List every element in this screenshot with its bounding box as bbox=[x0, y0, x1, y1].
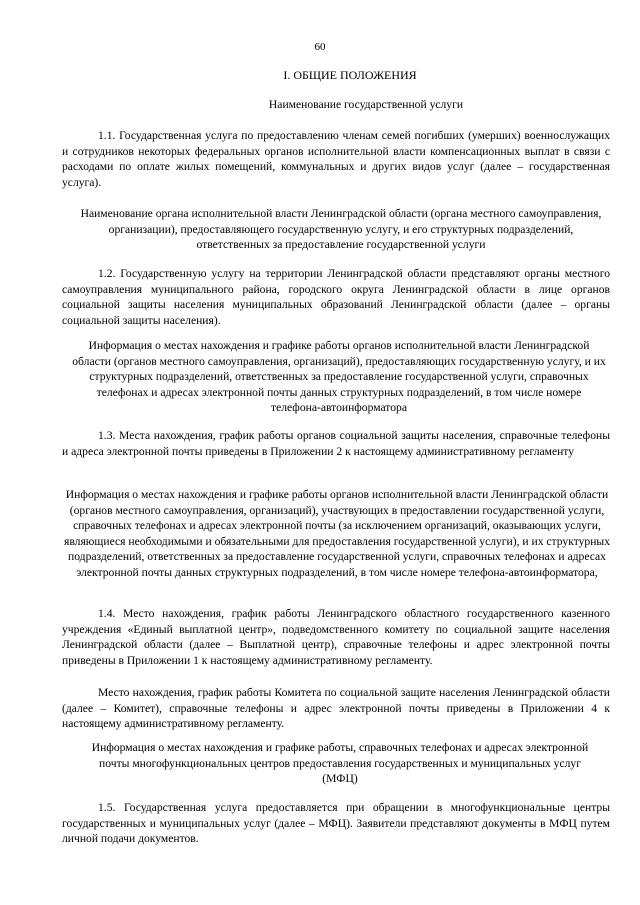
paragraph-1-2: 1.2. Государственную услугу на территории Ленинградской области представляют органы местного самоуправления муниципального района, городского округа Ленинградской области в лице органов социальной защиты населения муниципальных образований Ленинградской области (далее – органы социальной защиты населения). bbox=[62, 267, 610, 327]
page-number: 60 bbox=[314, 41, 326, 53]
paragraph-1-5: 1.5. Государственная услуга предоставляется при обращении в многофункциональные центры государственных и муниципальных услуг (далее – МФЦ). Заявители представляют документы в МФЦ путем личной подачи документов. bbox=[62, 801, 610, 846]
heading-organ-name: Наименование органа исполнительной власти Ленинградской области (органа местного самоуправления, организации), предоставляющего государственную услугу, и его структурных подразделений, ответственных за предоставление государственной услуги bbox=[80, 207, 602, 252]
heading-service-name: Наименование государственной услуги bbox=[268, 98, 464, 111]
paragraph-1-1: 1.1. Государственная услуга по предоставлению членам семей погибших (умерших) военнослужащих и сотрудников некоторых федеральных органов исполнительной власти компенсационных выплат в связи с расходами по оплате жилых помещений, коммунальных и других видов услуг (далее – государственная услуга). bbox=[62, 129, 610, 189]
heading-info-mfc: Информация о местах нахождения и графике работы, справочных телефонах и адресах электронной почты многофункциональных центров предоставления государственных и муниципальных услуг (МФЦ) bbox=[91, 741, 589, 786]
paragraph-1-3: 1.3. Места нахождения, график работы органов социальной защиты населения, справочные телефоны и адреса электронной почты приведены в Приложении 2 к настоящему административному регламенту bbox=[62, 429, 610, 458]
heading-info-organs: Информация о местах нахождения и графике работы органов исполнительной власти Ленинградской области (органов местного самоуправления, организаций), предоставляющих государственную услугу, и их структурных подразделений, ответственных за предоставление государственной услуги, справочных телефонах и адресах электронной почты данных структурных подразделений, в том числе номере телефона-автоинформатора bbox=[72, 339, 606, 415]
heading-info-participants: Информация о местах нахождения и графике работы органов исполнительной власти Ленинградской области (органов местного самоуправления, организаций), участвующих в предоставлении государственной услуги, справочных телефонах и адресах электронной почты (за исключением организаций, оказывающих услуги, являющиеся необходимыми и обязательными для предоставления государственной услуги), и их структурных подразделений, ответственных за предоставление государственной услуги, справочных телефонах и адресах электронной почты данных структурных подразделений, в том числе номере телефона-автоинформатора, bbox=[64, 488, 610, 579]
paragraph-1-4: 1.4. Место нахождения, график работы Ленинградского областного государственного казенного учреждения «Единый выплатной центр», подведомственного комитету по социальной защите населения Ленинградской области (далее – Выплатной центр), справочные телефоны и адрес электронной почты приведены в Приложении 1 к настоящему административному регламенту. bbox=[62, 607, 610, 667]
paragraph-committee: Место нахождения, график работы Комитета по социальной защите населения Ленинградской области (далее – Комитет), справочные телефоны и адрес электронной почты приведены в Приложении 4 к настоящему административному регламенту. bbox=[62, 686, 610, 731]
section-title: I. ОБЩИЕ ПОЛОЖЕНИЯ bbox=[283, 68, 417, 82]
